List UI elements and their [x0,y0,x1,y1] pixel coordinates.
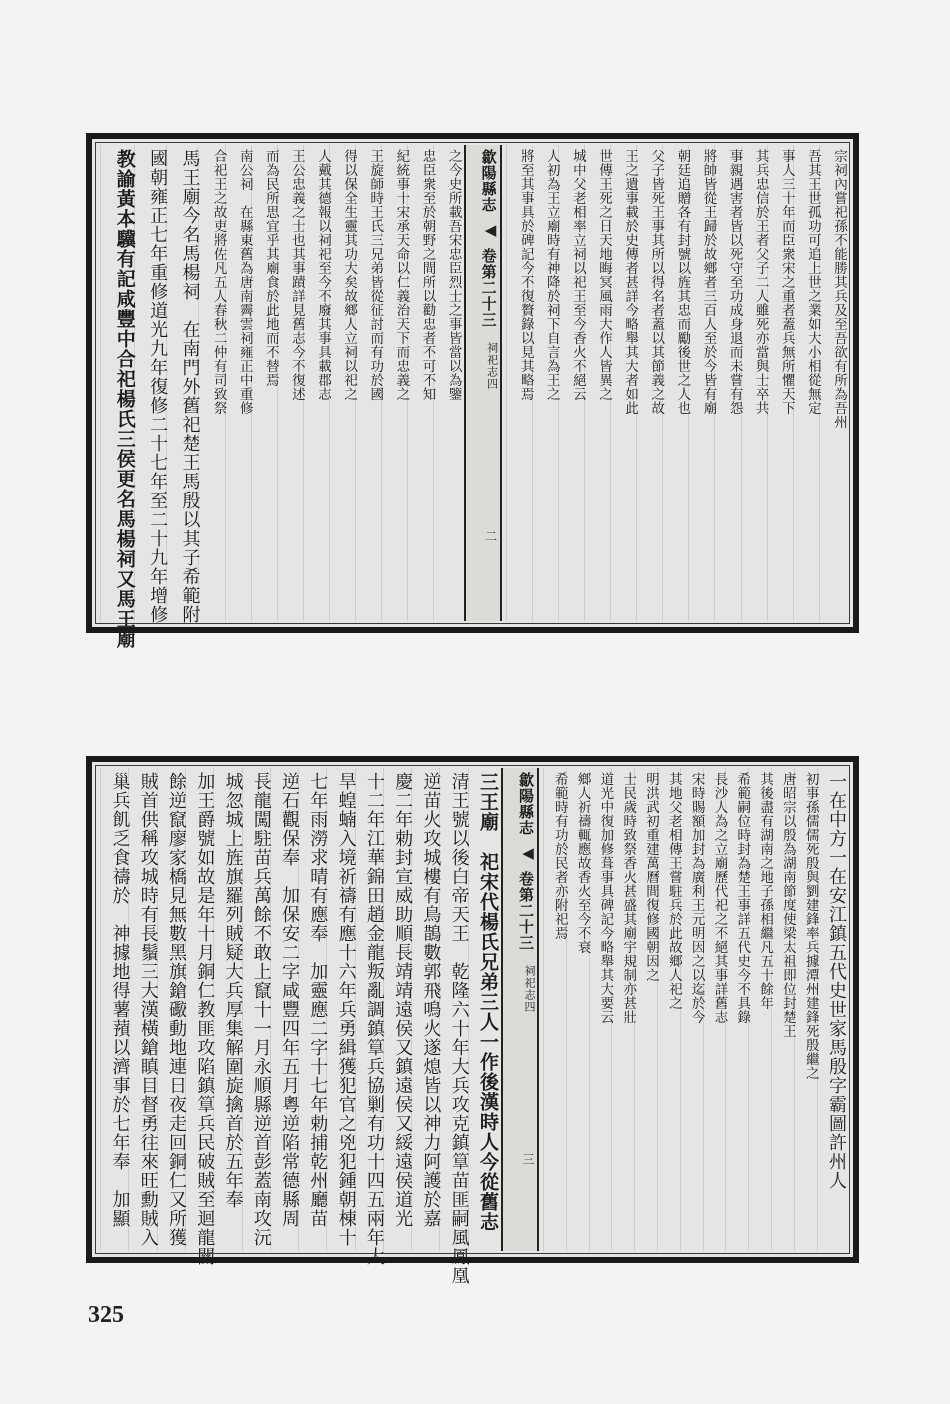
text-column: 忠臣衆至於朝野之間所以勸忠者不可不知 [407,145,433,621]
page-number: 325 [88,1302,124,1328]
text-column: 加王爵號如故是年十月銅仁教匪攻陷鎮筸兵民破賊至迴龍關 [185,768,213,1251]
text-column: 馬王廟今名馬楊祠 在南門外舊祀楚王馬殷以其子希範附 [166,145,198,621]
spine-page: 二 [483,530,498,543]
text-column: 朝廷追贈各有封號以旌其忠而勵後世之人也 [662,145,688,621]
text-column: 城忽城上旌旗羅列賊疑大兵厚集解圍旋擒首於五年奉 [213,768,241,1251]
text-column: 合祀王之故吏將佐凡五人春秋二仲有司致祭 [198,145,224,621]
fishtail-icon: ◀ [518,844,537,863]
spine-title [464,145,502,621]
text-column: 希範嗣位時封為楚王事詳五代史今不具錄 [725,768,748,1251]
text-column: 王之遺事載於史傳者甚詳今略舉其大者如此 [610,145,636,621]
text-column: 世傳王死之日天地晦冥風雨大作人皆異之 [584,145,610,621]
text-column: 逆苗火攻城樓有鳥鵲數郭飛鳴火遂熄皆以神力阿護於嘉 [411,768,439,1251]
spine-title [501,768,539,1251]
text-column: 而為民所思宜乎其廟食於此地而不替焉 [251,145,277,621]
text-column: 希範時有功於民者亦附祀焉 [543,768,566,1251]
text-column: 初事孫儒儒死殷與劉建鋒率兵據潭州建鋒死殷繼之 [794,768,817,1251]
text-column: 王旋師時王氏三兄弟皆從征討而有功於國 [355,145,381,621]
spine-page: 三 [520,1153,535,1166]
text-column: 慶二年勅封宣威助順長靖靖遠侯又鎮遠侯又綏遠侯道光 [383,768,411,1251]
text-column: 鄉人祈禱輒應故香火至今不衰 [566,768,589,1251]
fishtail-icon: ◀ [481,221,500,240]
text-column: 明洪武初重建萬曆間復修國朝因之 [634,768,657,1251]
bottom-panel [86,756,859,1285]
text-column: 長沙人為之立廟歷代祀之不絕其事詳舊志 [703,768,726,1251]
text-column: 其地父老相傳王嘗駐兵於此故鄉人祀之 [657,768,680,1251]
text-column: 城中父老相率立祠以祀王至今香火不絕云 [558,145,584,621]
text-column: 事人三十年而臣衆宋之重者蓋兵無所懼天下 [767,145,793,621]
text-column: 七年雨澇求晴有應奉 加靈應二字十七年勅捕乾州廳苗 [298,768,326,1251]
text-column: 清王號以後白帝天王 乾隆六十年大兵攻克鎮筸苗匪嗣風鳳凰 [439,768,467,1251]
spine-volume: 卷第二十三 [479,248,498,328]
text-column: 道光中復加修葺事具碑記今略舉其大要云 [589,768,612,1251]
text-column: 人初為王立廟時有神降於祠下自言為王之 [532,145,558,621]
spine-book-title: 歙陽縣志 [479,149,498,213]
text-column: 人戴其德報以祠祀至今不廢其事具載郡志 [303,145,329,621]
text-column: 之今史所載吾宋忠臣烈士之事皆當以為鑒 [433,145,459,621]
text-column: 國朝雍正七年重修道光九年復修二十七年至二十九年增修 [134,145,166,621]
text-column: 唐昭宗以殷為湖南節度使梁太祖即位封楚王 [771,768,794,1251]
text-column: 教諭黃本驥有記咸豐中合祀楊氏三侯更名馬楊祠又馬王廟 [100,145,134,621]
spine-book-title: 歙陽縣志 [516,772,535,836]
text-column: 三王廟 祀宋代楊氏兄弟三人一作後漢時人今從舊志 [468,768,497,1251]
text-column: 將至其事具於碑記今不復贅錄以見其略焉 [506,145,532,621]
text-column: 父子皆死王事其所以得名者蓋以其節義之故 [636,145,662,621]
text-column: 賊首供稱攻城時有長鬚三大漢橫鎗瞋目督勇往來旺勳賊入 [128,768,156,1251]
text-column: 逆石觀保奉 加保安二字咸豐四年五月粵逆陷常德縣周 [270,768,298,1251]
text-column: 十二年江華錦田趙金龍叛亂調鎮筸兵協剿有功十四五兩年大 [355,768,383,1251]
text-column: 紀統事十宋承天命以仁義治天下而忠義之 [381,145,407,621]
text-column: 餘逆竄廖家橋見無數黑旗鎗礮動地連日夜走回銅仁又所獲 [157,768,185,1251]
text-column: 事親遇害者皆以死守至功成身退而未嘗有怨 [714,145,740,621]
text-column: 將帥皆從王歸於故鄉者三百人至於今皆有廟 [688,145,714,621]
text-column: 得以保全生靈其功大矣故鄉人立祠以祀之 [329,145,355,621]
text-column: 其後盡有湖南之地子孫相繼凡五十餘年 [748,768,771,1251]
text-column: 巢兵飢乏食禱於 神據地得薯蕷以濟事於七年奉 加顯 [100,768,128,1251]
text-column: 吾其王世孤功可追上世之業如大小相從無定 [793,145,819,621]
text-column: 長龍闖駐苗兵萬餘不敢上竄十一月永順縣逆首彭蓋南攻沅 [242,768,270,1251]
top-panel [86,133,859,649]
text-column: 一在中方一在安江鎮五代史世家馬殷字霸圖許州人 [817,768,845,1251]
text-column: 旱蝗蝻入境祈禱有應十六年兵勇緝獲犯官之兇犯鍾朝棟十 [326,768,354,1251]
text-column: 宋時賜額加封為廣利王元明因之以迄於今 [680,768,703,1251]
spine-section: 祠祀志四 [522,965,536,1013]
spine-volume: 卷第二十三 [516,871,535,951]
text-column: 士民歲時致祭香火甚盛其廟宇規制亦甚壯 [611,768,634,1251]
text-column: 南公祠 在縣東舊為唐南霽雲祠雍正中重修 [225,145,251,621]
spine-section: 祠祀志四 [485,342,499,390]
text-column: 其兵忠信於王者父子二人雖死亦當與士卒共 [741,145,767,621]
text-column: 王公忠義之士也其事蹟詳見舊志今不復述 [277,145,303,621]
text-column: 宗祠內嘗祀孫不能勝其兵及至吾欲有所為吾州 [819,145,845,621]
